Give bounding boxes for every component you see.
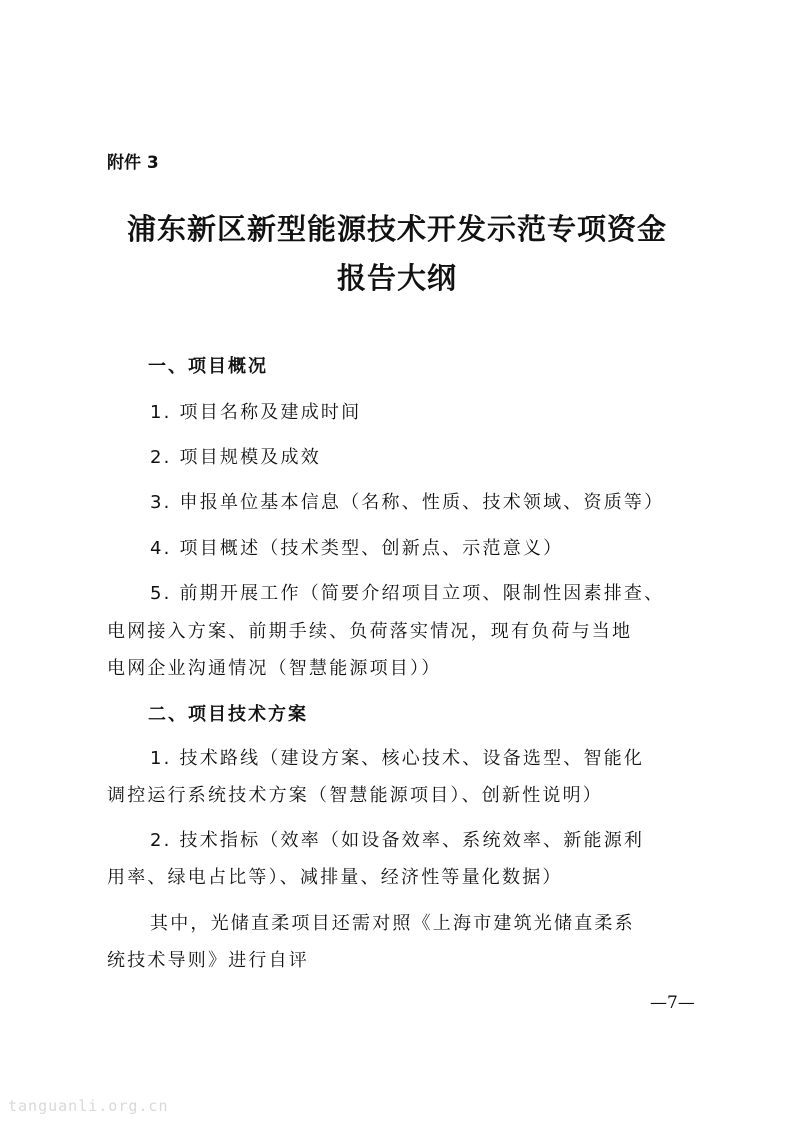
list-item-continuation: 电网企业沟通情况（智慧能源项目）） — [107, 658, 442, 679]
list-item: 3. 申报单位基本信息（名称、性质、技术领域、资质等） — [150, 492, 665, 513]
section-heading-project-overview: 一、项目概况 — [148, 356, 268, 377]
list-item: 2. 项目规模及成效 — [150, 447, 321, 468]
section-heading-technical-plan: 二、项目技术方案 — [148, 704, 308, 725]
document-title-line-2: 报告大纲 — [336, 261, 457, 295]
note-paragraph-continuation: 统技术导则》进行自评 — [107, 950, 309, 971]
document-title-line-1: 浦东新区新型能源技术开发示范专项资金 — [126, 212, 667, 246]
attachment-label: 附件 3 — [107, 153, 159, 173]
list-item: 4. 项目概述（技术类型、创新点、示范意义） — [150, 538, 564, 559]
list-item-continuation: 用率、绿电占比等）、减排量、经济性等量化数据） — [107, 867, 563, 888]
watermark: tanguanli.org.cn — [8, 1097, 169, 1115]
list-item: 5. 前期开展工作（简要介绍项目立项、限制性因素排查、 — [150, 583, 665, 604]
list-item-continuation: 调控运行系统技术方案（智慧能源项目）、创新性说明） — [107, 785, 603, 806]
page-number: —7— — [650, 993, 695, 1013]
list-item-continuation: 电网接入方案、前期手续、负荷落实情况，现有负荷与当地 — [107, 621, 633, 642]
list-item: 1. 技术路线（建设方案、核心技术、设备选型、智能化 — [150, 748, 645, 769]
note-paragraph: 其中，光储直柔项目还需对照《上海市建筑光储直柔系 — [150, 913, 635, 934]
list-item: 1. 项目名称及建成时间 — [150, 402, 362, 423]
list-item: 2. 技术指标（效率（如设备效率、系统效率、新能源利 — [150, 830, 645, 851]
